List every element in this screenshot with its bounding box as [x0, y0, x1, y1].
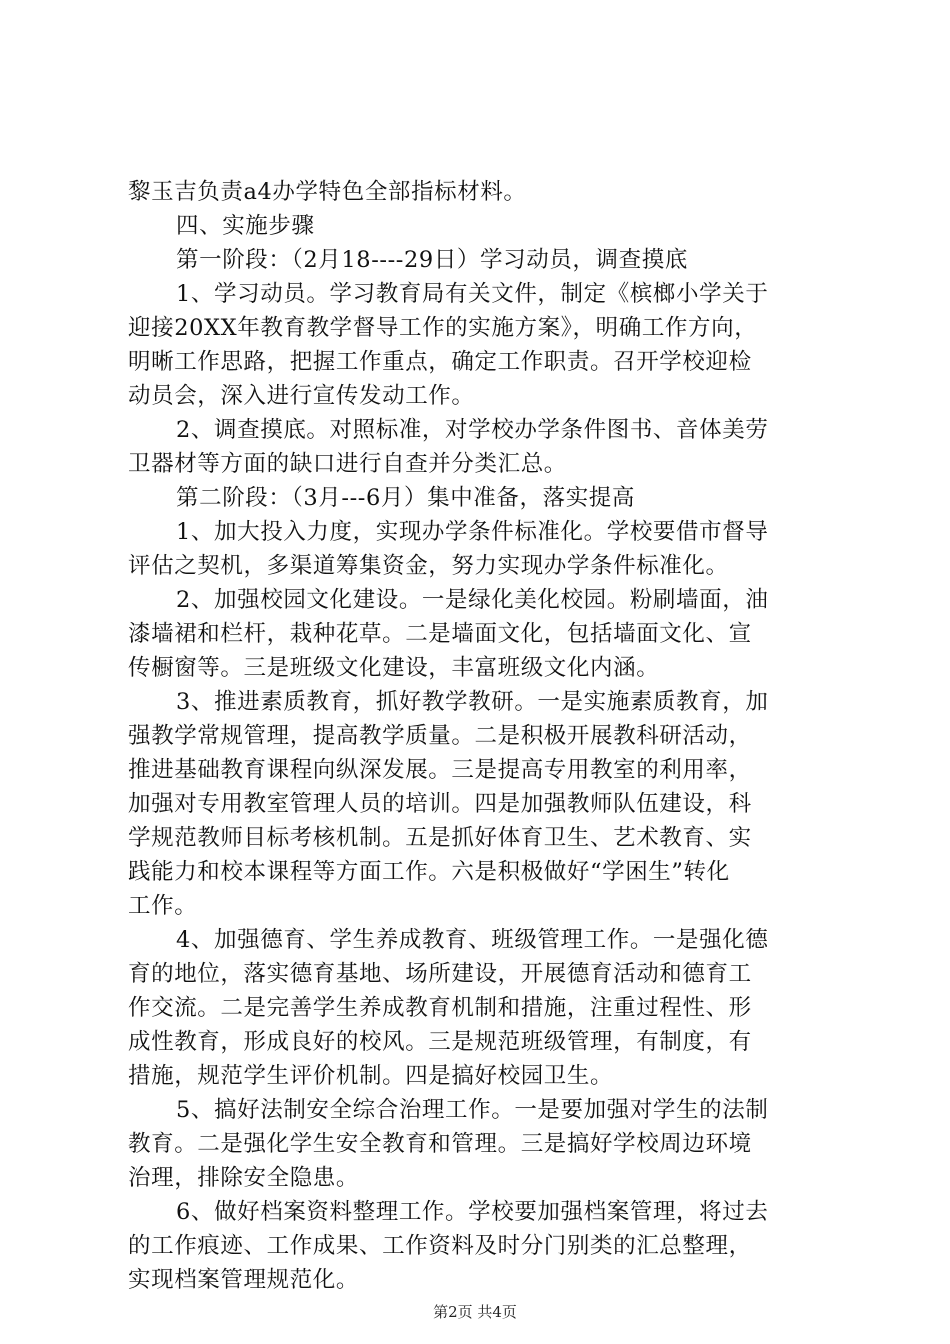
body-line: 5、搞好法制安全综合治理工作。一是要加强对学生的法制 [176, 1097, 769, 1123]
body-line: 成性教育，形成良好的校风。三是规范班级管理，有制度，有 [128, 1029, 752, 1055]
body-line: 卫器材等方面的缺口进行自查并分类汇总。 [128, 451, 567, 477]
body-line: 传橱窗等。三是班级文化建设，丰富班级文化内涵。 [128, 655, 660, 681]
body-line: 措施，规范学生评价机制。四是搞好校园卫生。 [128, 1063, 614, 1089]
body-line: 迎接20XX年教育教学督导工作的实施方案》，明确工作方向， [128, 315, 758, 341]
stage-heading: 第一阶段：（2月18----29日）学习动员，调查摸底 [176, 247, 688, 273]
body-line: 治理，排除安全隐患。 [128, 1165, 360, 1191]
body-line: 育的地位，落实德育基地、场所建设，开展德育活动和德育工 [128, 961, 752, 987]
stage-heading: 第二阶段：（3月---6月）集中准备，落实提高 [176, 485, 635, 511]
body-line: 2、加强校园文化建设。一是绿化美化校园。粉刷墙面，油 [176, 587, 769, 613]
body-line: 实现档案管理规范化。 [128, 1267, 360, 1293]
body-line: 黎玉吉负责a4办学特色全部指标材料。 [128, 179, 527, 205]
body-line: 践能力和校本课程等方面工作。六是积极做好“学困生”转化 [128, 859, 730, 885]
body-line: 推进基础教育课程向纵深发展。三是提高专用教室的利用率， [128, 757, 752, 783]
body-line: 3、推进素质教育，抓好教学教研。一是实施素质教育，加 [176, 689, 769, 715]
body-line: 的工作痕迹、工作成果、工作资料及时分门别类的汇总整理， [128, 1233, 752, 1259]
body-line: 学规范教师目标考核机制。五是抓好体育卫生、艺术教育、实 [128, 825, 752, 851]
body-line: 动员会，深入进行宣传发动工作。 [128, 383, 475, 409]
body-line: 1、学习动员。学习教育局有关文件，制定《槟榔小学关于 [176, 281, 769, 307]
body-line: 教育。二是强化学生安全教育和管理。三是搞好学校周边环境 [128, 1131, 752, 1157]
body-line: 评估之契机，多渠道筹集资金，努力实现办学条件标准化。 [128, 553, 729, 579]
body-line: 2、调查摸底。对照标准，对学校办学条件图书、音体美劳 [176, 417, 769, 443]
body-line: 工作。 [128, 893, 198, 919]
body-line: 明晰工作思路，把握工作重点，确定工作职责。召开学校迎检 [128, 349, 752, 375]
body-line: 加强对专用教室管理人员的培训。四是加强教师队伍建设，科 [128, 791, 752, 817]
page-footer: 第2页 共4页 [433, 1303, 517, 1321]
body-line: 作交流。二是完善学生养成教育机制和措施，注重过程性、形 [128, 995, 752, 1021]
body-line: 1、加大投入力度，实现办学条件标准化。学校要借市督导 [176, 519, 769, 545]
body-line: 6、做好档案资料整理工作。学校要加强档案管理，将过去 [176, 1199, 769, 1225]
section-heading: 四、实施步骤 [176, 213, 315, 239]
body-line: 强教学常规管理，提高教学质量。二是积极开展教科研活动， [128, 723, 752, 749]
body-line: 漆墙裙和栏杆，栽种花草。二是墙面文化，包括墙面文化、宣 [128, 621, 752, 647]
body-line: 4、加强德育、学生养成教育、班级管理工作。一是强化德 [176, 927, 769, 953]
